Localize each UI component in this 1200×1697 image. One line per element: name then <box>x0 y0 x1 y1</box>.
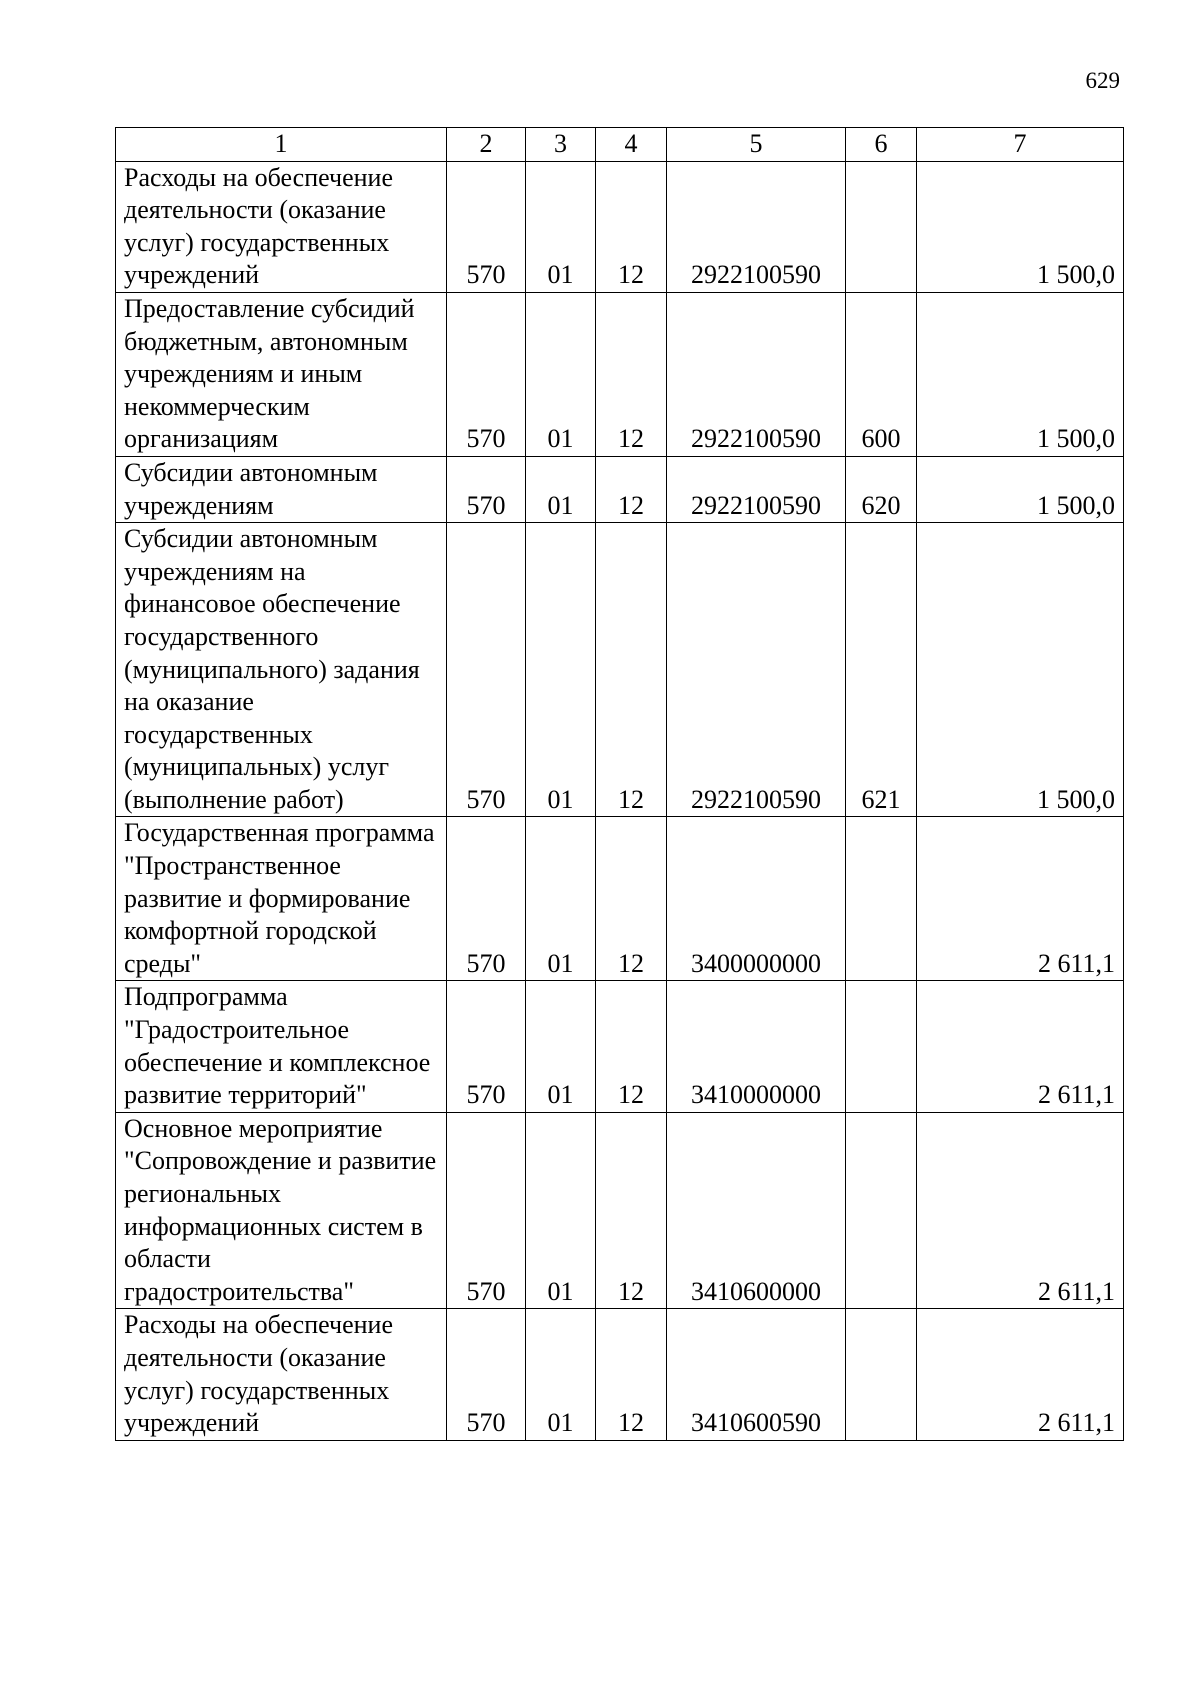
column-header: 6 <box>846 128 917 162</box>
amount: 2 611,1 <box>917 817 1124 981</box>
section-code: 01 <box>526 1309 596 1440</box>
expense-name: Расходы на обеспечение деятельности (оказание услуг) государственных учреждений <box>116 161 447 292</box>
ministry-code: 570 <box>447 1112 526 1309</box>
target-article-code: 3400000000 <box>667 817 846 981</box>
subsection-code: 12 <box>596 817 667 981</box>
target-article-code: 2922100590 <box>667 292 846 456</box>
table-row <box>116 817 1124 981</box>
column-header: 1 <box>116 128 447 162</box>
amount: 2 611,1 <box>917 1309 1124 1440</box>
target-article-code: 3410600590 <box>667 1309 846 1440</box>
expense-name: Расходы на обеспечение деятельности (оказание услуг) государственных учреждений <box>116 1309 447 1440</box>
expense-name: Подпрограмма "Градостроительное обеспечение и комплексное развитие территорий" <box>116 981 447 1112</box>
expense-name: Государственная программа "Пространственное развитие и формирование комфортной городской среды" <box>116 817 447 981</box>
expense-type-code <box>846 1309 917 1440</box>
column-header: 5 <box>667 128 846 162</box>
expense-type-code <box>846 1112 917 1309</box>
target-article-code: 2922100590 <box>667 456 846 522</box>
section-code: 01 <box>526 523 596 817</box>
expense-name: Субсидии автономным учреждениям <box>116 456 447 522</box>
column-header: 7 <box>917 128 1124 162</box>
subsection-code: 12 <box>596 292 667 456</box>
ministry-code: 570 <box>447 523 526 817</box>
section-code: 01 <box>526 292 596 456</box>
subsection-code: 12 <box>596 523 667 817</box>
table-row <box>116 456 1124 522</box>
expense-type-code: 600 <box>846 292 917 456</box>
target-article-code: 2922100590 <box>667 161 846 292</box>
amount: 2 611,1 <box>917 1112 1124 1309</box>
subsection-code: 12 <box>596 981 667 1112</box>
table-row <box>116 1309 1124 1440</box>
expense-type-code <box>846 817 917 981</box>
amount: 1 500,0 <box>917 523 1124 817</box>
expense-name: Предоставление субсидий бюджетным, автономным учреждениям и иным некоммерческим организациям <box>116 292 447 456</box>
section-code: 01 <box>526 817 596 981</box>
target-article-code: 3410600000 <box>667 1112 846 1309</box>
section-code: 01 <box>526 161 596 292</box>
amount: 1 500,0 <box>917 456 1124 522</box>
column-header: 4 <box>596 128 667 162</box>
expense-type-code <box>846 161 917 292</box>
amount: 1 500,0 <box>917 292 1124 456</box>
expense-type-code: 621 <box>846 523 917 817</box>
table-row <box>116 161 1124 292</box>
table-row <box>116 523 1124 817</box>
section-code: 01 <box>526 981 596 1112</box>
ministry-code: 570 <box>447 292 526 456</box>
ministry-code: 570 <box>447 981 526 1112</box>
section-code: 01 <box>526 1112 596 1309</box>
section-code: 01 <box>526 456 596 522</box>
column-number-row <box>116 128 1124 162</box>
expense-type-code <box>846 981 917 1112</box>
expense-name: Основное мероприятие "Сопровождение и развитие региональных информационных систем в области градостроительства" <box>116 1112 447 1309</box>
column-header: 2 <box>447 128 526 162</box>
ministry-code: 570 <box>447 1309 526 1440</box>
table-row <box>116 1112 1124 1309</box>
target-article-code: 3410000000 <box>667 981 846 1112</box>
subsection-code: 12 <box>596 1309 667 1440</box>
column-header: 3 <box>526 128 596 162</box>
table-row <box>116 981 1124 1112</box>
budget-table <box>115 127 1124 1441</box>
table-row <box>116 292 1124 456</box>
subsection-code: 12 <box>596 456 667 522</box>
ministry-code: 570 <box>447 817 526 981</box>
amount: 1 500,0 <box>917 161 1124 292</box>
expense-type-code: 620 <box>846 456 917 522</box>
ministry-code: 570 <box>447 456 526 522</box>
subsection-code: 12 <box>596 1112 667 1309</box>
page-number: 629 <box>1085 68 1120 93</box>
subsection-code: 12 <box>596 161 667 292</box>
amount: 2 611,1 <box>917 981 1124 1112</box>
expense-name: Субсидии автономным учреждениям на финансовое обеспечение государственного (муниципального) задания на оказание государственных (муниципальных) услуг (выполнение работ) <box>116 523 447 817</box>
ministry-code: 570 <box>447 161 526 292</box>
target-article-code: 2922100590 <box>667 523 846 817</box>
